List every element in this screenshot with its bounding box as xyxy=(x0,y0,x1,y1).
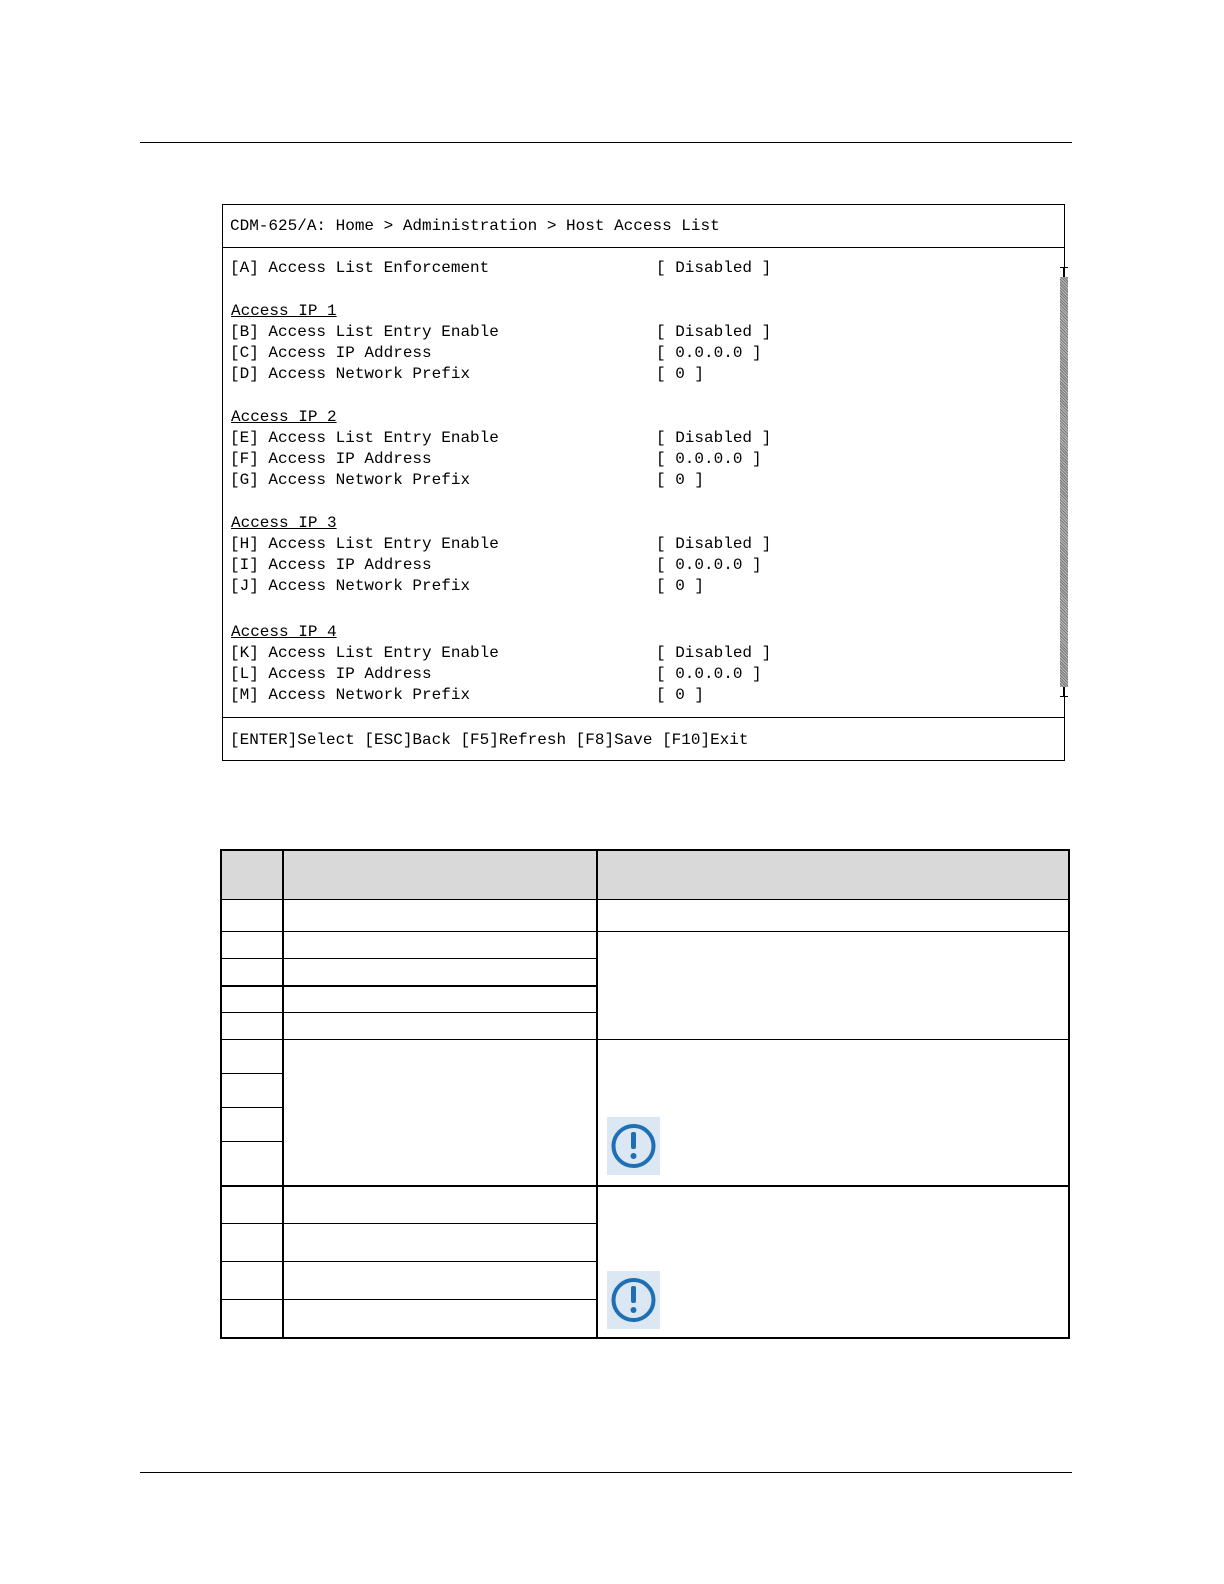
menu-item-b-label[interactable]: [B] Access List Entry Enable xyxy=(230,323,499,341)
menu-item-m-value: [ 0 ] xyxy=(656,686,705,704)
key-hints: [ENTER]Select [ESC]Back [F5]Refresh [F8]Save [F10]Exit xyxy=(230,731,749,749)
section-title-access-ip-3: Access IP 3 xyxy=(231,514,337,532)
section-title-access-ip-2: Access IP 2 xyxy=(231,408,337,426)
menu-item-g-value: [ 0 ] xyxy=(656,471,705,489)
menu-item-m-label[interactable]: [M] Access Network Prefix xyxy=(230,686,471,704)
menu-item-f-value: [ 0.0.0.0 ] xyxy=(656,450,762,468)
menu-item-b-value: [ Disabled ] xyxy=(656,323,772,341)
terminal-footer xyxy=(223,717,1064,760)
menu-item-a-value: [ Disabled ] xyxy=(656,259,772,277)
menu-item-i-value: [ 0.0.0.0 ] xyxy=(656,556,762,574)
terminal-header xyxy=(223,205,1064,248)
scrollbar-top-stem xyxy=(1063,267,1064,277)
menu-item-l-value: [ 0.0.0.0 ] xyxy=(656,665,762,683)
menu-item-d-value: [ 0 ] xyxy=(656,365,705,383)
menu-item-a-label[interactable]: [A] Access List Enforcement xyxy=(230,259,490,277)
scrollbar-bottom-cap xyxy=(1060,696,1068,697)
menu-item-h-value: [ Disabled ] xyxy=(656,535,772,553)
menu-item-e-value: [ Disabled ] xyxy=(656,429,772,447)
menu-item-l-label[interactable]: [L] Access IP Address xyxy=(230,665,432,683)
scrollbar-top-cap xyxy=(1060,267,1068,268)
menu-item-i-label[interactable]: [I] Access IP Address xyxy=(230,556,432,574)
scrollbar[interactable] xyxy=(1060,267,1068,697)
menu-item-k-value: [ Disabled ] xyxy=(656,644,772,662)
caution-icon xyxy=(607,1271,660,1329)
breadcrumb: CDM-625/A: Home > Administration > Host Access List xyxy=(230,217,720,235)
section-title-access-ip-4: Access IP 4 xyxy=(231,623,337,641)
menu-item-j-label[interactable]: [J] Access Network Prefix xyxy=(230,577,471,595)
section-title-access-ip-1: Access IP 1 xyxy=(231,302,337,320)
menu-item-f-label[interactable]: [F] Access IP Address xyxy=(230,450,432,468)
caution-icon xyxy=(607,1117,660,1175)
menu-item-j-value: [ 0 ] xyxy=(656,577,705,595)
menu-item-h-label[interactable]: [H] Access List Entry Enable xyxy=(230,535,499,553)
menu-item-c-label[interactable]: [C] Access IP Address xyxy=(230,344,432,362)
menu-item-c-value: [ 0.0.0.0 ] xyxy=(656,344,762,362)
header-rule xyxy=(140,142,1072,143)
footer-rule xyxy=(140,1472,1072,1473)
scrollbar-thumb[interactable] xyxy=(1060,277,1068,687)
terminal-screen xyxy=(222,204,1065,761)
menu-item-d-label[interactable]: [D] Access Network Prefix xyxy=(230,365,471,383)
menu-item-g-label[interactable]: [G] Access Network Prefix xyxy=(230,471,471,489)
table-frame xyxy=(220,849,1070,1339)
menu-item-k-label[interactable]: [K] Access List Entry Enable xyxy=(230,644,499,662)
menu-item-e-label[interactable]: [E] Access List Entry Enable xyxy=(230,429,499,447)
menu-description-table xyxy=(220,849,1070,1339)
